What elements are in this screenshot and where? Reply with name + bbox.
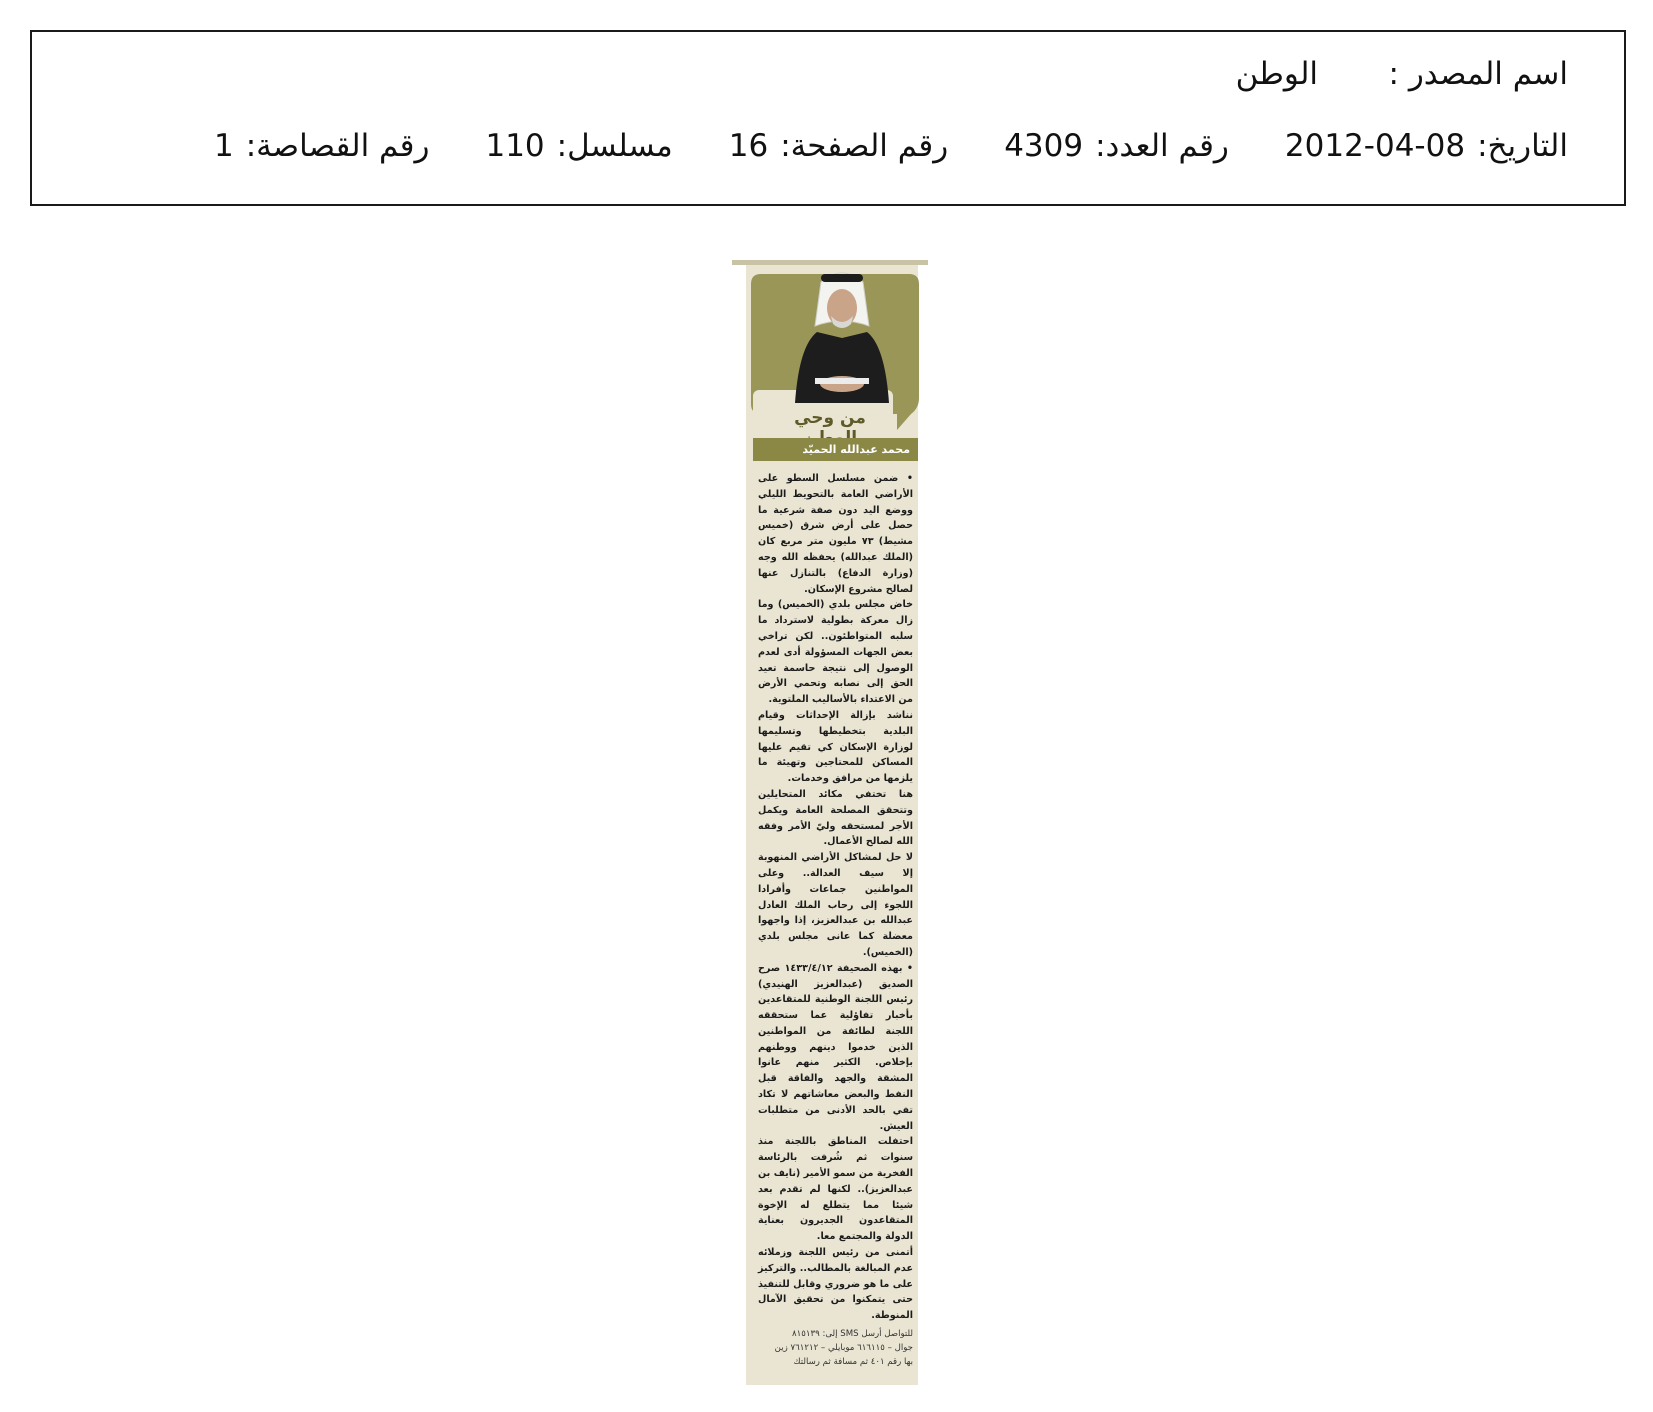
- page-value: 16: [728, 128, 769, 164]
- serial-label: مسلسل:: [556, 128, 673, 164]
- issue-field: [1004, 128, 1229, 164]
- contact-info: [758, 1327, 913, 1369]
- date-field: [1285, 128, 1568, 164]
- metadata-row: [214, 128, 1568, 164]
- article-paragraph: هنا تختفي مكائد المتحايلين وتتحقق المصلحة العامة ويكمل الأجر لمستحقه وليّ الأمر وفقه الله لصالح الأعمال.: [758, 788, 913, 848]
- date-value: 2012-04-08: [1284, 128, 1466, 164]
- issue-label: رقم العدد:: [1095, 128, 1229, 164]
- article-paragraph: لا حل لمشاكل الأراضي المنهوبة إلا سيف العدالة.. وعلى المواطنين جماعات وأفرادا اللجوء إلى رحاب الملك العادل عبدالله بن عبدالعزيز، إذا واجهوا معضلة كما عانى مجلس بلدي (الخميس).: [758, 852, 913, 958]
- clip-field: [214, 128, 429, 164]
- source-label: اسم المصدر :: [1388, 56, 1568, 92]
- page-field: [729, 128, 948, 164]
- author-byline: محمد عبدالله الحميّد: [753, 438, 918, 461]
- issue-value: 4309: [1004, 128, 1084, 164]
- newspaper-clipping: [732, 255, 928, 1385]
- contact-line: للتواصل أرسل SMS إلى: ٨١٥١٣٩: [792, 1329, 913, 1339]
- clip-label: رقم القصاصة:: [245, 128, 430, 164]
- contact-line: بها رقم ٤٠١ ثم مسافة ثم رسالتك: [793, 1357, 913, 1367]
- article-body: [758, 471, 913, 1324]
- clip-value: 1: [214, 128, 234, 164]
- column-title: من وحي: [794, 408, 866, 428]
- serial-value: 110: [485, 128, 545, 164]
- page-label: رقم الصفحة:: [780, 128, 949, 164]
- columnist-portrait: [787, 268, 897, 403]
- article-paragraph: أتمنى من رئيس اللجنة وزملائه عدم المبالغة بالمطالب.. والتركيز على ما هو ضروري وقابل للتنفيذ حتى يتمكنوا من تحقيق الآمال المنوطة.: [758, 1247, 913, 1322]
- article-paragraph: • بهذه الصحيفة ١٤٣٣/٤/١٢ صرح الصديق (عبدالعزيز الهنيدي) رئيس اللجنة الوطنية للمتقاعدين بأخبار تفاؤلية عما ستحققه اللجنة لطائفة من المواطنين الذين خدموا دينهم ووطنهم بإخلاص. الكثير منهم عانوا المشقة والجهد والفاقة قبل النفط والبعض معاشاتهم لا تكاد تفي بالحد الأدنى من متطلبات العيش.: [758, 962, 913, 1132]
- source-row: [1236, 56, 1568, 92]
- date-label: التاريخ:: [1477, 128, 1568, 164]
- article-paragraph: خاض مجلس بلدي (الخميس) وما زال معركة بطولية لاسترداد ما سلبه المتواطئون.. لكن تراخي بعض الجهات المسؤولة أدى لعدم الوصول إلى نتيجة حاسمة تعيد الحق إلى نصابه وتحمي الأرض من الاعتداء بالأساليب الملتوية.: [758, 599, 913, 706]
- source-value: الوطن: [1235, 56, 1318, 92]
- contact-line: جوال – ٦١٦١١٥ موبايلي – ٧٦١٢١٢ زين: [774, 1343, 913, 1353]
- serial-field: [485, 128, 672, 164]
- clipping-top-rule: [732, 260, 928, 265]
- source-info-box: [30, 30, 1626, 206]
- article-paragraph: • ضمن مسلسل السطو على الأراضي العامة بالتحويط الليلي ووضع اليد دون صفة شرعية ما حصل على أرض شرق (خميس مشيط) ٧٣ مليون متر مربع كان (الملك عبدالله) يحفظه الله وجه (وزارة الدفاع) بالتنازل عنها لصالح مشروع الإسكان.: [758, 473, 913, 595]
- article-paragraph: احتفلت المناطق باللجنة منذ سنوات ثم شُرفت بالرئاسة الفخرية من سمو الأمير (نايف بن عبدالعزيز).. لكنها لم تقدم بعد شيئا مما يتطلع له الإخوة المتقاعدون الجديرون بعناية الدولة والمجتمع معا.: [758, 1136, 913, 1243]
- article-paragraph: نناشد بإزالة الإحداثات وقيام البلدية بتخطيطها وتسليمها لوزارة الإسكان كي تقيم عليها المساكن للمحتاجين وتهيئة ما يلزمها من مرافق وخدمات.: [758, 709, 913, 785]
- column-banner: [747, 268, 922, 436]
